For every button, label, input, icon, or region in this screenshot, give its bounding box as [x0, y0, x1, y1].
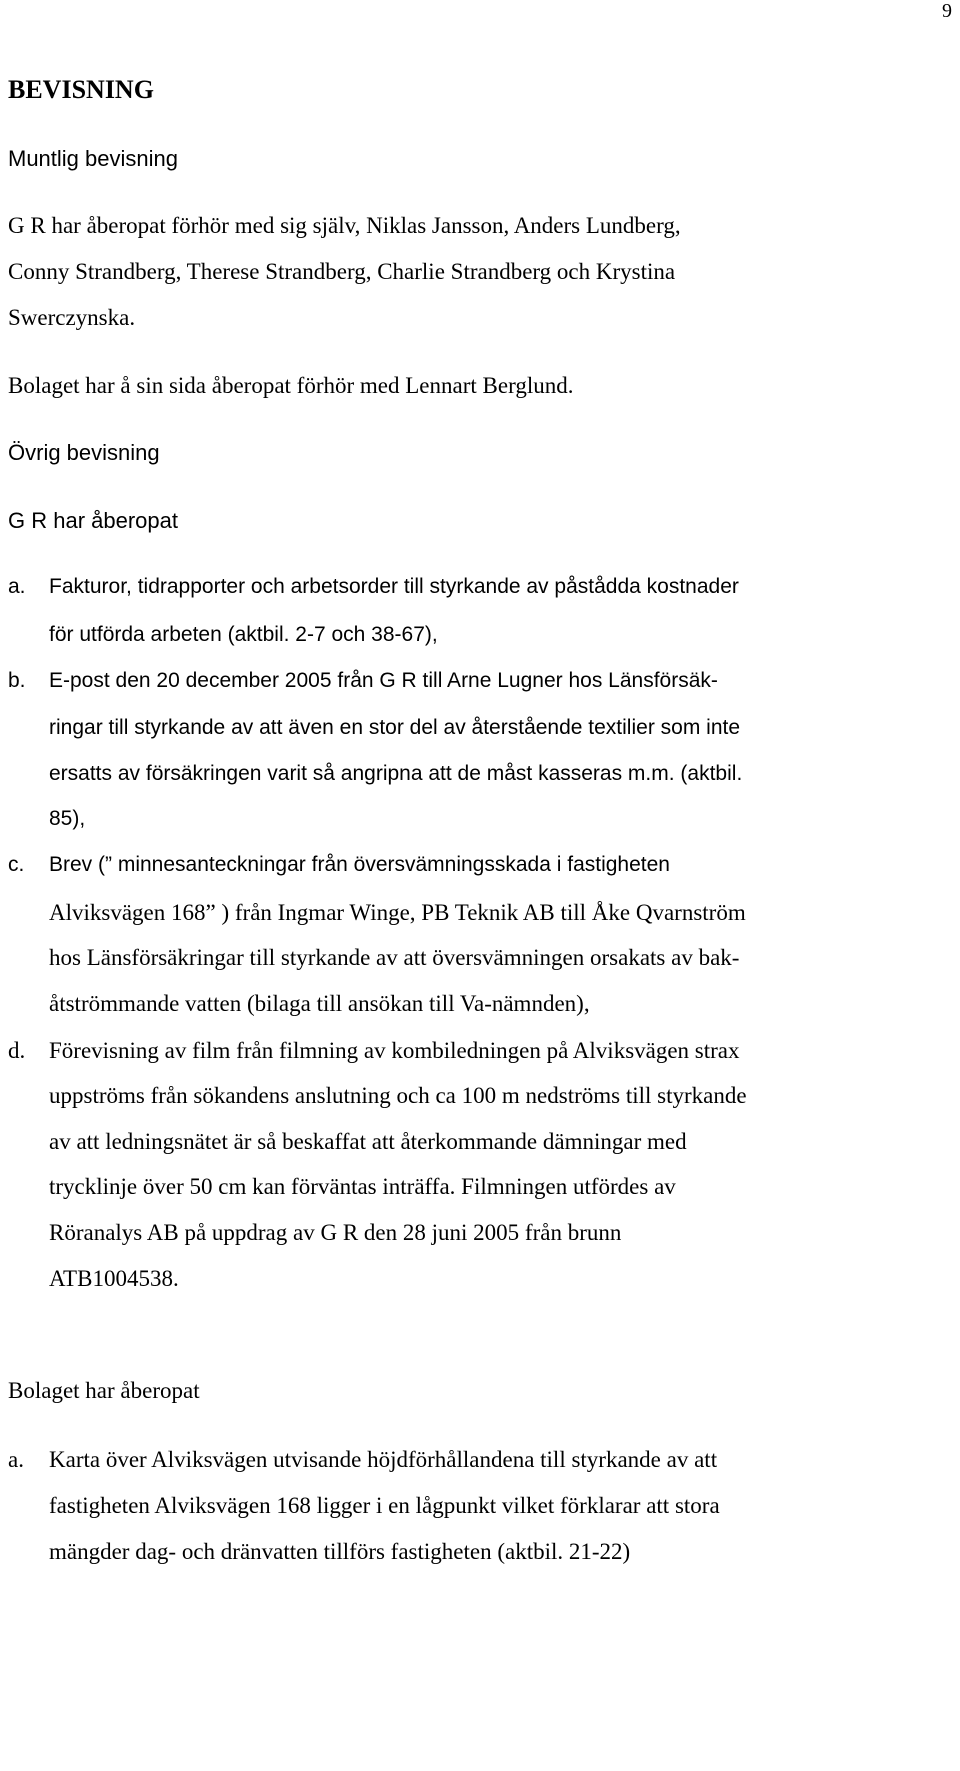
list-item-label: a. — [8, 575, 26, 598]
company-evidence-title: Bolaget har åberopat — [8, 1378, 200, 1403]
list-item-line: Alviksvägen 168” ) från Ingmar Winge, PB Teknik AB till Åke Qvarnström — [49, 900, 746, 925]
list-item-label: d. — [8, 1038, 26, 1063]
list-item-line: Röranalys AB på uppdrag av G R den 28 juni 2005 från brunn — [49, 1220, 622, 1245]
list-item-line: Karta över Alviksvägen utvisande höjdförhållandena till styrkande av att — [49, 1447, 718, 1472]
list-item-line: fastigheten Alviksvägen 168 ligger i en lågpunkt vilket förklarar att stora — [49, 1493, 720, 1518]
page-number: 9 — [942, 0, 952, 22]
list-item-line: Brev (” minnesanteckningar från översvämningsskada i fastigheten — [49, 853, 670, 876]
other-evidence-title: Övrig bevisning — [8, 440, 160, 465]
list-item-line: ATB1004538. — [49, 1266, 179, 1291]
oral-evidence-title: Muntlig bevisning — [8, 146, 178, 171]
gr-evidence-title: G R har åberopat — [8, 508, 178, 533]
company-oral-evidence: Bolaget har å sin sida åberopat förhör med Lennart Berglund. — [8, 373, 574, 398]
list-item-label: c. — [8, 853, 25, 876]
list-item-line: trycklinje över 50 cm kan förväntas inträffa. Filmningen utfördes av — [49, 1174, 676, 1199]
oral-evidence-line: G R har åberopat förhör med sig själv, Niklas Jansson, Anders Lundberg, — [8, 213, 681, 238]
list-item-line: uppströms från sökandens anslutning och ca 100 m nedströms till styrkande — [49, 1083, 747, 1108]
list-item-line: E-post den 20 december 2005 från G R till Arne Lugner hos Länsförsäk- — [49, 669, 718, 692]
list-item-line: ersatts av försäkringen varit så angripna att de måst kasseras m.m. (aktbil. — [49, 762, 743, 785]
list-item-line: hos Länsförsäkringar till styrkande av att översvämningen orsakats av bak- — [49, 945, 740, 970]
list-item-line: för utförda arbeten (aktbil. 2-7 och 38-67), — [49, 623, 438, 646]
section-heading: BEVISNING — [8, 75, 154, 104]
list-item-line: av att ledningsnätet är så beskaffat att återkommande dämningar med — [49, 1129, 687, 1154]
list-item-line: åtströmmande vatten (bilaga till ansökan till Va-nämnden), — [49, 991, 590, 1016]
list-item-label: a. — [8, 1447, 24, 1472]
oral-evidence-line: Conny Strandberg, Therese Strandberg, Charlie Strandberg och Krystina — [8, 259, 676, 284]
list-item-line: Fakturor, tidrapporter och arbetsorder till styrkande av påstådda kostnader — [49, 575, 739, 598]
list-item-label: b. — [8, 669, 26, 692]
list-item-line: 85), — [49, 807, 86, 830]
list-item-line: ringar till styrkande av att även en stor del av återstående textilier som inte — [49, 716, 741, 739]
list-item-line: mängder dag- och dränvatten tillförs fastigheten (aktbil. 21-22) — [49, 1539, 631, 1564]
list-item-line: Förevisning av film från filmning av kombiledningen på Alviksvägen strax — [49, 1038, 740, 1063]
oral-evidence-line: Swerczynska. — [8, 305, 136, 330]
